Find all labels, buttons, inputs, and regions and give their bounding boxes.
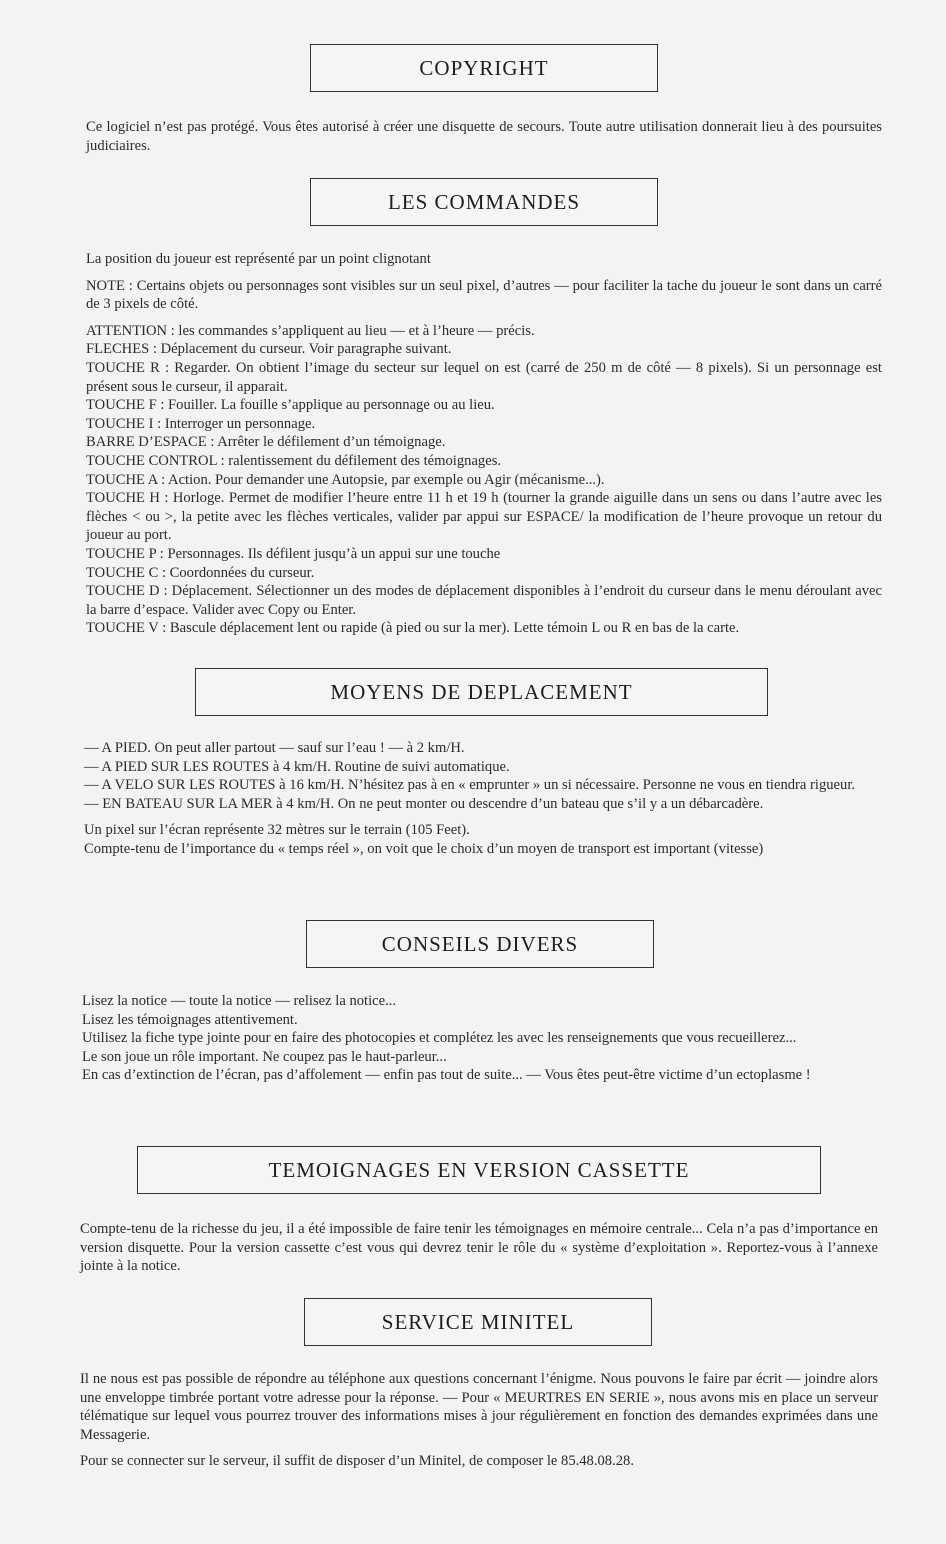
heading-conseils: CONSEILS DIVERS (306, 920, 654, 968)
command-line: TOUCHE CONTROL : ralentissement du défilement des témoignages. (86, 452, 502, 469)
section-temoignages-text (80, 1220, 878, 1276)
command-line: BARRE D’ESPACE : Arrêter le défilement d’un témoignage. (86, 434, 446, 451)
heading-commandes: LES COMMANDES (310, 178, 658, 226)
paragraph: En cas d’extinction de l’écran, pas d’affolement — enfin pas tout de suite... — Vous êtes peut-être victime d’un ectoplasme ! (82, 1067, 811, 1084)
paragraph: Il ne nous est pas possible de répondre au téléphone aux questions concernant l’énigme. Nous pouvons le faire par écrit — joindre alors une enveloppe timbrée portant votre adresse pour la réponse. — Pour « MEURTRES EN SERIE », nous avons mis en place un serveur télématique sur lequel vous pourrez trouver des informations mises à jour régulièrement en fonction des demandes exprimées dans une Messagerie. (80, 1371, 878, 1443)
command-line: TOUCHE F : Fouiller. La fouille s’applique au personnage ou au lieu. (86, 397, 495, 414)
paragraph: Ce logiciel n’est pas protégé. Vous êtes autorisé à créer une disquette de secours. Toute autre utilisation donnerait lieu à des poursuites judiciaires. (86, 119, 882, 154)
list-item: — A VELO SUR LES ROUTES à 16 km/H. N’hésitez pas à en « emprunter » un si nécessaire. Personne ne vous en tiendra rigueur. (84, 777, 856, 794)
section-minitel-text (80, 1370, 878, 1471)
paragraph: Pour se connecter sur le serveur, il suffit de disposer d’un Minitel, de composer le 85.48.08.28. (80, 1453, 634, 1470)
command-line: ATTENTION : les commandes s’appliquent au lieu — et à l’heure — précis. (86, 322, 535, 339)
paragraph: Compte-tenu de l’importance du « temps réel », on voit que le choix d’un moyen de transport est important (vitesse) (84, 840, 764, 857)
paragraph-note: NOTE : Certains objets ou personnages sont visibles sur un seul pixel, d’autres — pour faciliter la tache du joueur le sont dans un carré de 3 pixels de côté. (86, 277, 882, 313)
command-line: TOUCHE C : Coordonnées du curseur. (86, 564, 315, 581)
command-line: TOUCHE P : Personnages. Ils défilent jusqu’à un appui sur une touche (86, 545, 501, 562)
heading-temoignages: TEMOIGNAGES EN VERSION CASSETTE (137, 1146, 821, 1194)
paragraph: La position du joueur est représenté par un point clignotant (86, 251, 431, 267)
list-item: — EN BATEAU SUR LA MER à 4 km/H. On ne peut monter ou descendre d’un bateau que s’il y a un débarcadère. (84, 795, 764, 812)
heading-copyright: COPYRIGHT (310, 44, 658, 92)
paragraph: Lisez la notice — toute la notice — relisez la notice... (82, 993, 397, 1009)
paragraph: Le son joue un rôle important. Ne coupez pas le haut-parleur... (82, 1048, 447, 1065)
command-line: TOUCHE H : Horloge. Permet de modifier l’heure entre 11 h et 19 h (tourner la grande aiguille dans un sens ou dans l’autre avec les flèches < ou >, la petite avec les flèches verticales, valider par appui sur ESPACE/ la modification de l’heure provoque un retour du joueur au port. (86, 490, 882, 544)
command-line: TOUCHE D : Déplacement. Sélectionner un des modes de déplacement disponibles à l’endroit du curseur dans le menu déroulant avec la barre d’espace. Valider avec Copy ou Enter. (86, 583, 882, 618)
paragraph: Un pixel sur l’écran représente 32 mètres sur le terrain (105 Feet). (84, 822, 470, 839)
section-moyens-text (84, 739, 880, 859)
paragraph: Utilisez la fiche type jointe pour en faire des photocopies et complétez les avec les renseignements que vous recueillerez... (82, 1030, 797, 1047)
command-line: TOUCHE I : Interroger un personnage. (86, 415, 316, 432)
section-copyright-text (86, 118, 882, 155)
section-commandes-text (86, 250, 882, 638)
command-line: FLECHES : Déplacement du curseur. Voir paragraphe suivant. (86, 341, 452, 358)
heading-minitel: SERVICE MINITEL (304, 1298, 652, 1346)
list-item: — A PIED SUR LES ROUTES à 4 km/H. Routine de suivi automatique. (84, 758, 510, 775)
list-item: — A PIED. On peut aller partout — sauf sur l’eau ! — à 2 km/H. (84, 740, 465, 756)
command-line: TOUCHE R : Regarder. On obtient l’image du secteur sur lequel on est (carré de 250 m de côté — 8 pixels). Si un personnage est présent sous le curseur, il apparait. (86, 359, 882, 395)
paragraph: Lisez les témoignages attentivement. (82, 1011, 298, 1028)
section-conseils-text (82, 992, 878, 1085)
command-line: TOUCHE A : Action. Pour demander une Autopsie, par exemple ou Agir (mécanisme...). (86, 471, 605, 488)
heading-moyens: MOYENS DE DEPLACEMENT (195, 668, 768, 716)
command-line: TOUCHE V : Bascule déplacement lent ou rapide (à pied ou sur la mer). Lette témoin L ou R en bas de la carte. (86, 620, 740, 637)
paragraph: Compte-tenu de la richesse du jeu, il a été impossible de faire tenir les témoignages en mémoire centrale... Cela n’a pas d’importance en version disquette. Pour la version cassette c’est vous qui devrez tenir le rôle du « système d’exploitation ». Reportez-vous à l’annexe jointe à la notice. (80, 1221, 878, 1275)
